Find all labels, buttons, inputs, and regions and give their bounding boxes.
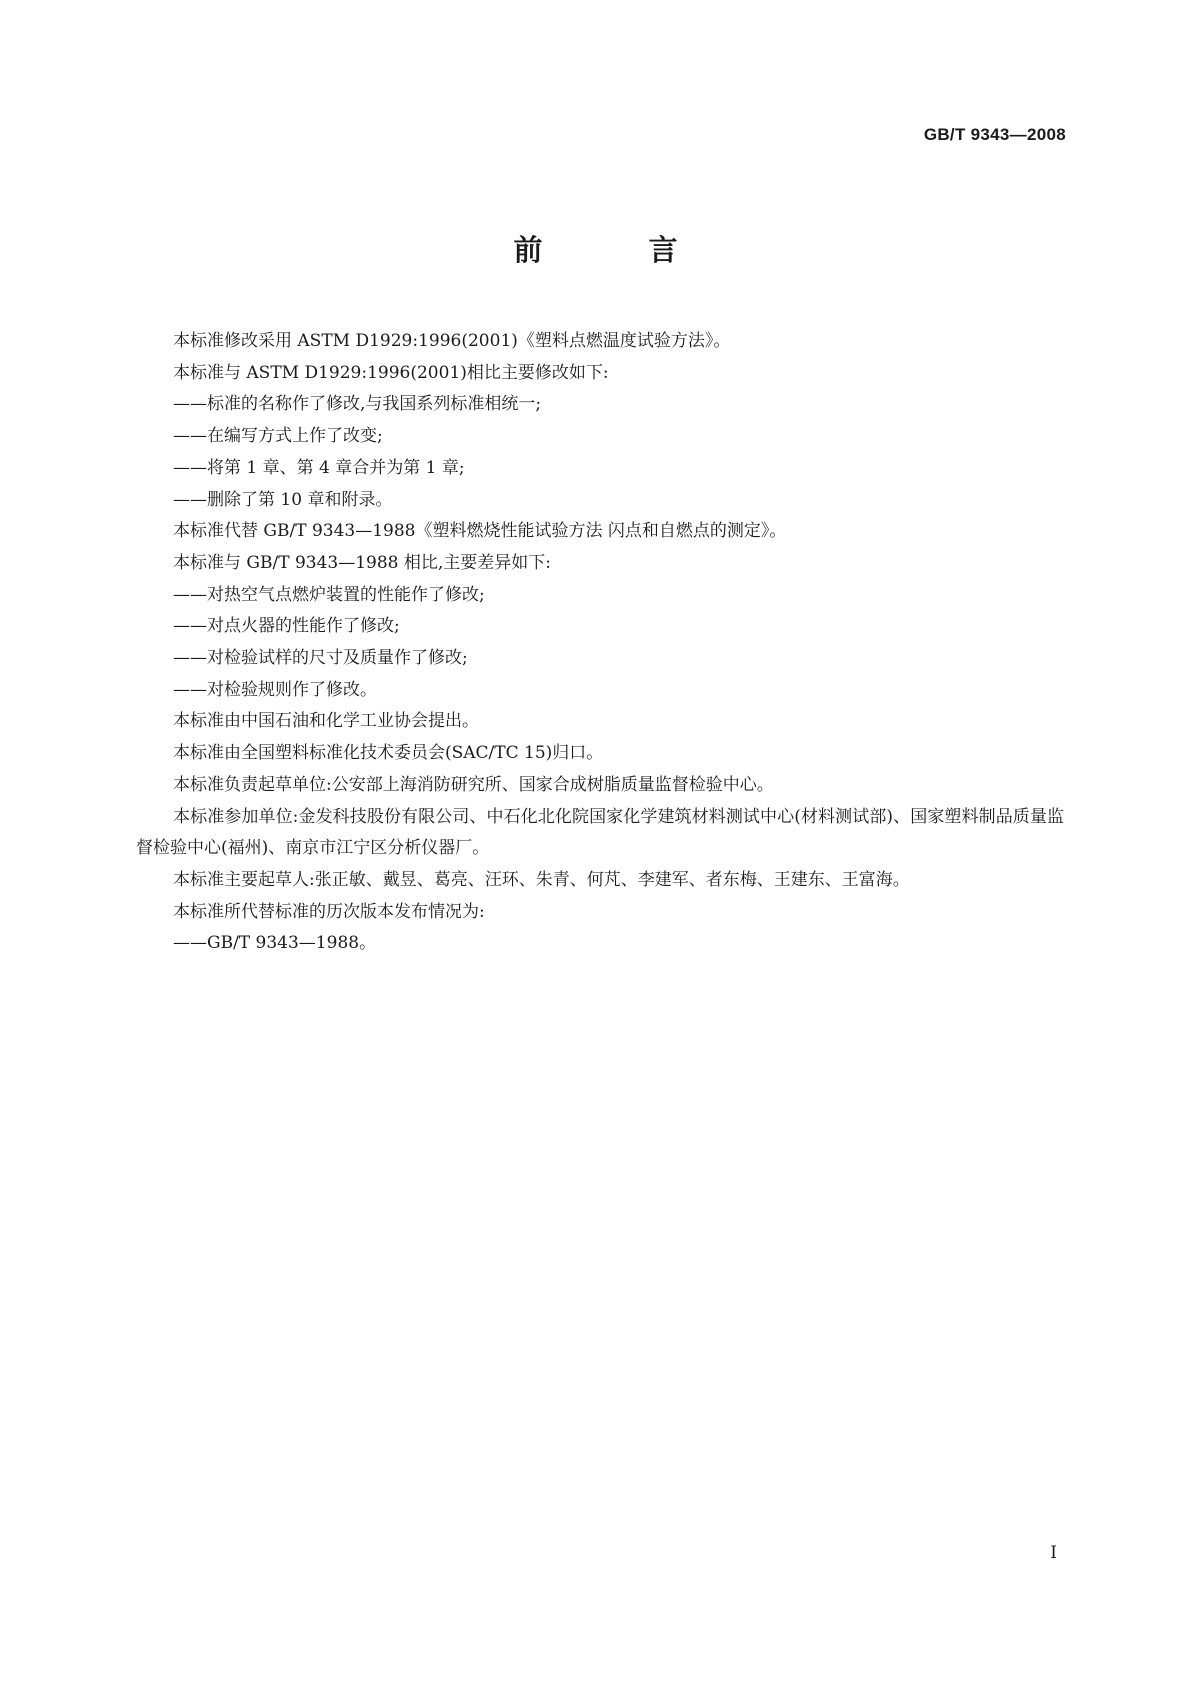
dash-list-item: ——标准的名称作了修改,与我国系列标准相统一; [173,394,542,415]
paragraph: 本标准与 GB/T 9343—1988 相比,主要差异如下: [173,552,552,573]
dash-list-item: ——对检验试样的尺寸及质量作了修改; [173,648,468,669]
standard-code: GB/T 9343—2008 [923,125,1066,144]
paragraph: 本标准由中国石油和化学工业协会提出。 [173,711,479,732]
dash-list-item: ——将第 1 章、第 4 章合并为第 1 章; [173,457,465,478]
dash-list-item: ——对点火器的性能作了修改; [173,616,400,637]
dash-list-item: ——在编写方式上作了改变; [173,426,383,447]
paragraph: 本标准参加单位:金发科技股份有限公司、中石化北化院国家化学建筑材料测试中心(材料测试部)、国家塑料制品质量监督检验中心(福州)、南京市江宁区分析仪器厂。 [136,806,1064,859]
paragraph: 本标准主要起草人:张正敏、戴昱、葛亮、汪环、朱青、何芃、李建军、者东梅、王建东、王富海。 [173,869,910,890]
dash-list-item: ——删除了第 10 章和附录。 [173,489,393,510]
paragraph: 本标准代替 GB/T 9343—1988《塑料燃烧性能试验方法 闪点和自燃点的测定》。 [173,521,787,542]
paragraph: 本标准所代替标准的历次版本发布情况为: [173,901,485,922]
paragraph: 本标准由全国塑料标准化技术委员会(SAC/TC 15)归口。 [173,743,604,764]
dash-list-item: ——对热空气点燃炉装置的性能作了修改; [173,584,485,605]
paragraph: 本标准负责起草单位:公安部上海消防研究所、国家合成树脂质量监督检验中心。 [173,774,774,795]
dash-list-item: ——对检验规则作了修改。 [173,679,377,700]
page-number: I [1050,1543,1057,1563]
paragraph: 本标准与 ASTM D1929:1996(2001)相比主要修改如下: [173,362,609,383]
dash-list-item: ——GB/T 9343—1988。 [173,933,377,954]
paragraph: 本标准修改采用 ASTM D1929:1996(2001)《塑料点燃温度试验方法》。 [173,331,731,351]
page-title: 前 言 [513,233,726,267]
foreword-body [136,326,1064,960]
